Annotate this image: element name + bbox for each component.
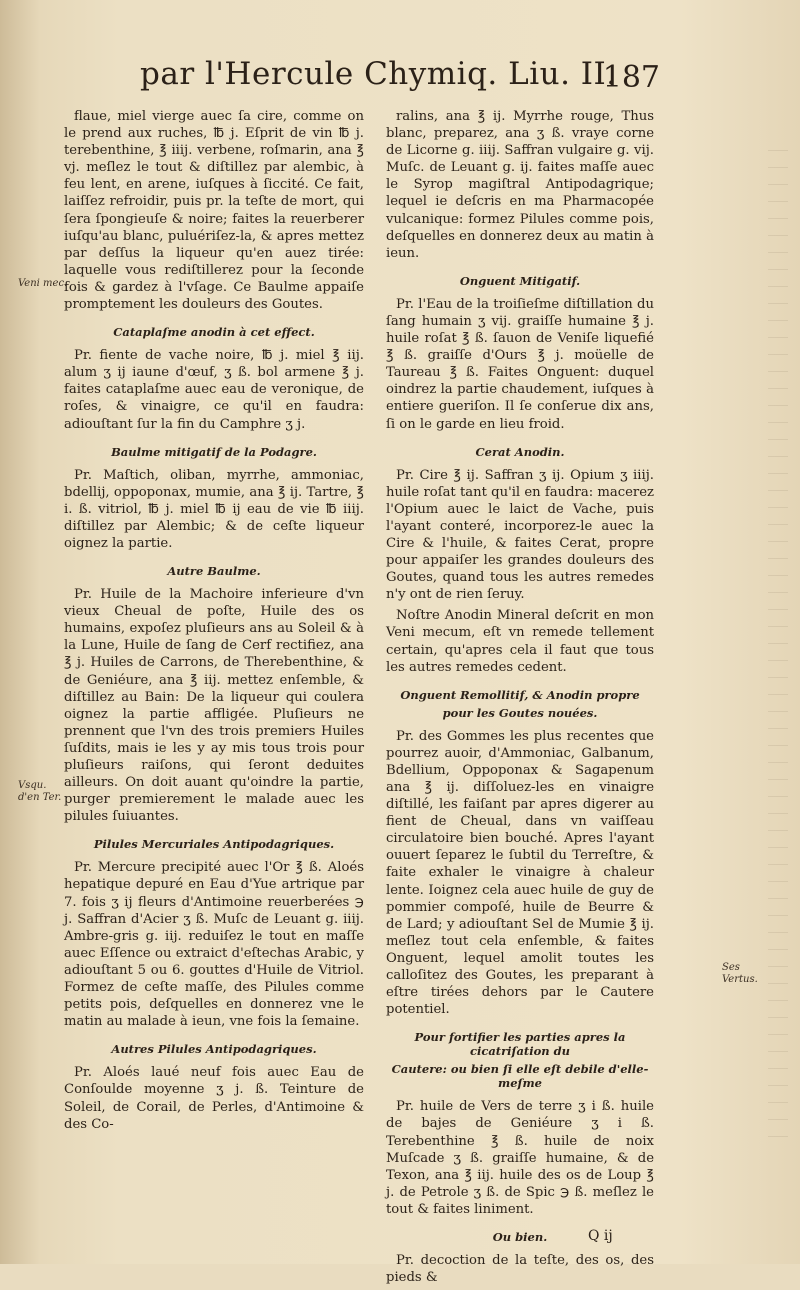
paragraph: Pr. Maſtich, oliban, myrrhe, ammoniac, bdellij, oppoponax, mumie, ana ℥ ij. Tartre, ℥ i. ß. vitriol, ℔ j. miel ℔ ij eau de vie ℔ iiij. diſtillez par Alembic; & de ceſte liqueur oignez la partie. (64, 467, 364, 551)
section-heading: Cerat Anodin. (475, 444, 565, 459)
section-heading: Cataplaſme anodin à cet effect. (113, 325, 315, 340)
section-heading: Baulme mitigatif de la Podagre. (111, 444, 317, 459)
page-number: 187 (602, 60, 660, 95)
paragraph: Noſtre Anodin Mineral deſcrit en mon Veni mecum, eſt vn remede tellement certain, qu'apres cela il faut que tous les autres remedes cedent. (386, 608, 654, 675)
right-text-column (386, 108, 654, 1290)
section-heading: Autre Baulme. (167, 564, 261, 579)
paragraph: Pr. l'Eau de la troiſieſme diſtillation du ſang humain ʒ vij. graiſſe humaine ℥ j. huile roſat ℥ ß. ſauon de Veniſe liquefié ℥ ß. graiſſe d'Ours ℥ j. moüelle de Taureau ℥ ß. Faites Onguent: duquel oindrez la partie chaudement, iuſques à entiere gueriſon. Il ſe conſerue dix ans, ſi on le garde en lieu froid. (386, 296, 654, 432)
section-heading-continued: pour les Goutes nouées. (442, 705, 598, 720)
running-head: par l'Hercule Chymiq. Liu. II. (140, 56, 617, 92)
section-heading: Pilules Mercuriales Antipodagriques. (93, 837, 335, 852)
section-heading: Autres Pilules Antipodagriques. (111, 1042, 317, 1057)
paragraph: Pr. huile de Vers de terre ʒ i ß. huile de bajes de Geniéure ʒ i ß. Terebenthine ℥ ß. huile de noix Muſcade ʒ ß. graiſſe humaine, & de Texon, ana ℥ iij. huile des os de Loup ℥ j. de Petrole ʒ ß. de Spic ℈ ß. meſlez le tout & faites liniment. (386, 1099, 654, 1217)
paragraph: Pr. fiente de vache noire, ℔ j. miel ℥ iij. alum ʒ ij iaune d'œuf, ʒ ß. bol armene ℥ j. faites cataplaſme auec eau de veronique, de roſes, & vinaigre, ce qu'il en faudra: adiouſtant ſur la fin du Camphre ʒ j. (64, 348, 364, 432)
margin-note-right-1: Ses Vertus. (722, 962, 758, 985)
paragraph: Pr. decoction de la teſte, des os, des pieds & (386, 1252, 654, 1286)
paragraph: Pr. Cire ℥ ij. Saffran ʒ ij. Opium ʒ iiij. huile roſat tant qu'il en faudra: macerez l'Opium auec le laict de Vache, puis l'ayant conteré, incorporez-le auec la Cire & l'huile, & faites Cerat, propre pour appaiſer les grandes douleurs des Goutes, quand tous les autres remedes n'y ont de rien ſeruy. (386, 467, 654, 603)
paragraph: Pr. Mercure precipité auec l'Or ℥ ß. Aloés hepatique depuré en Eau d'Yue artrique par 7. fois ʒ ij fleurs d'Antimoine reuerberées ℈ j. Saffran d'Acier ʒ ß. Muſc de Leuant g. iiij. Ambre-gris g. iij. reduiſez le tout en maſſe auec Eſſence ou extraict d'eſtechas Arabic, y adiouſtant 5 ou 6. gouttes d'Huile de Vitriol. Formez de ceſte maſſe, des Pilules comme petits pois, deſquelles en donnerez vne le matin au malade à ieun, vne fois la ſemaine. (64, 860, 364, 1030)
paragraph: Pr. des Gommes les plus recentes que pourrez auoir, d'Ammoniac, Galbanum, Bdellium, Oppoponax & Sagapenum ana ℥ ij. diſſoluez-les en vinaigre diſtillé, les faiſant par apres digerer au fient de Cheual, dans vn vaiſſeau circulatoire bien bouché. Apres l'ayant ouuert ſeparez le ſubtil du Terreſtre, & faite exhaler le vinaigre à chaleur lente. Ioignez cela auec huile de guy de pommier compoſé, huile de Beurre & de Lard; y adiouſtant Sel de Mumie ℥ ij. meſlez tout cela enſemble, & faites Onguent, lequel amolit toutes les calloſitez des Goutes, les preparant à eſtre tirées dehors par le Cautere potentiel. (386, 728, 654, 1018)
section-heading: Onguent Remollitif, & Anodin propre (400, 687, 640, 702)
page-header (140, 56, 660, 106)
paragraph: flaue, miel vierge auec ſa cire, comme on le prend aux ruches, ℔ j. Eſprit de vin ℔ j. terebenthine, ℥ iiij. verbene, roſmarin, ana ℥ vj. meſlez le tout & diſtillez par alembic, à feu lent, en arene, iuſques à ſiccité. Ce fait, laiſſez refroidir, puis pr. la teſte de mort, qui ſera ſpongieuſe & noire; faites la reuerberer iuſqu'au blanc, puluériſez-la, & apres mettez par deſſus la liqueur qu'en auez tirée: laquelle vous rediſtillerez pour la ſeconde fois & gardez à l'vſage. Ce Baulme appaiſe promptement les douleurs des Goutes. (64, 109, 364, 313)
section-heading-continued: Cautere: ou bien ſi elle eſt debile d'elle-meſme (391, 1062, 649, 1091)
paragraph: ralins, ana ℥ ij. Myrrhe rouge, Thus blanc, preparez, ana ʒ ß. vraye corne de Licorne g. iiij. Saffran vulgaire g. vij. Muſc. de Leuant g. ij. faites maſſe auec le Syrop magiſtral Antipodagrique; lequel ie deſcris en ma Pharmacopée vulcanique: formez Pilules comme pois, deſquelles en donnerez deux au matin à ieun. (386, 109, 654, 261)
catchword: Q ij (588, 1228, 613, 1244)
section-heading: Ou bien. (492, 1229, 548, 1244)
show-through-texture (768, 150, 788, 1150)
section-heading: Pour fortifier les parties apres la cicatriſation du (414, 1030, 626, 1059)
left-text-column (64, 108, 364, 1137)
paragraph: Pr. Aloés laué neuf fois auec Eau de Conſoulde moyenne ʒ j. ß. Teinture de Soleil, de Corail, de Perles, d'Antimoine & des Co- (64, 1065, 364, 1132)
paragraph: Pr. Huile de la Machoire inferieure d'vn vieux Cheual de poſte, Huile des os humains, expoſez pluſieurs ans au Soleil & à la Lune, Huile de ſang de Cerf rectifiez, ana ℥ j. Huiles de Carrons, de Therebenthine, & de Geniéure, ana ℥ iij. mettez enſemble, & diſtillez au Bain: De la liqueur qui coulera oignez la partie affligée. Pluſieurs ne prennent que l'vn des trois premiers Huiles ſuſdits, mais ie les y ay mis tous trois pour pluſieurs raiſons, qui ſeront deduites ailleurs. On doit auant qu'oindre la partie, purger premierement le malade auec les pilules ſuiuantes. (64, 587, 364, 825)
margin-note-left-1: Veni mec. (18, 278, 68, 289)
margin-note-left-2: Vsqu. d'en Ter. (18, 780, 62, 803)
section-heading: Onguent Mitigatif. (459, 273, 581, 288)
